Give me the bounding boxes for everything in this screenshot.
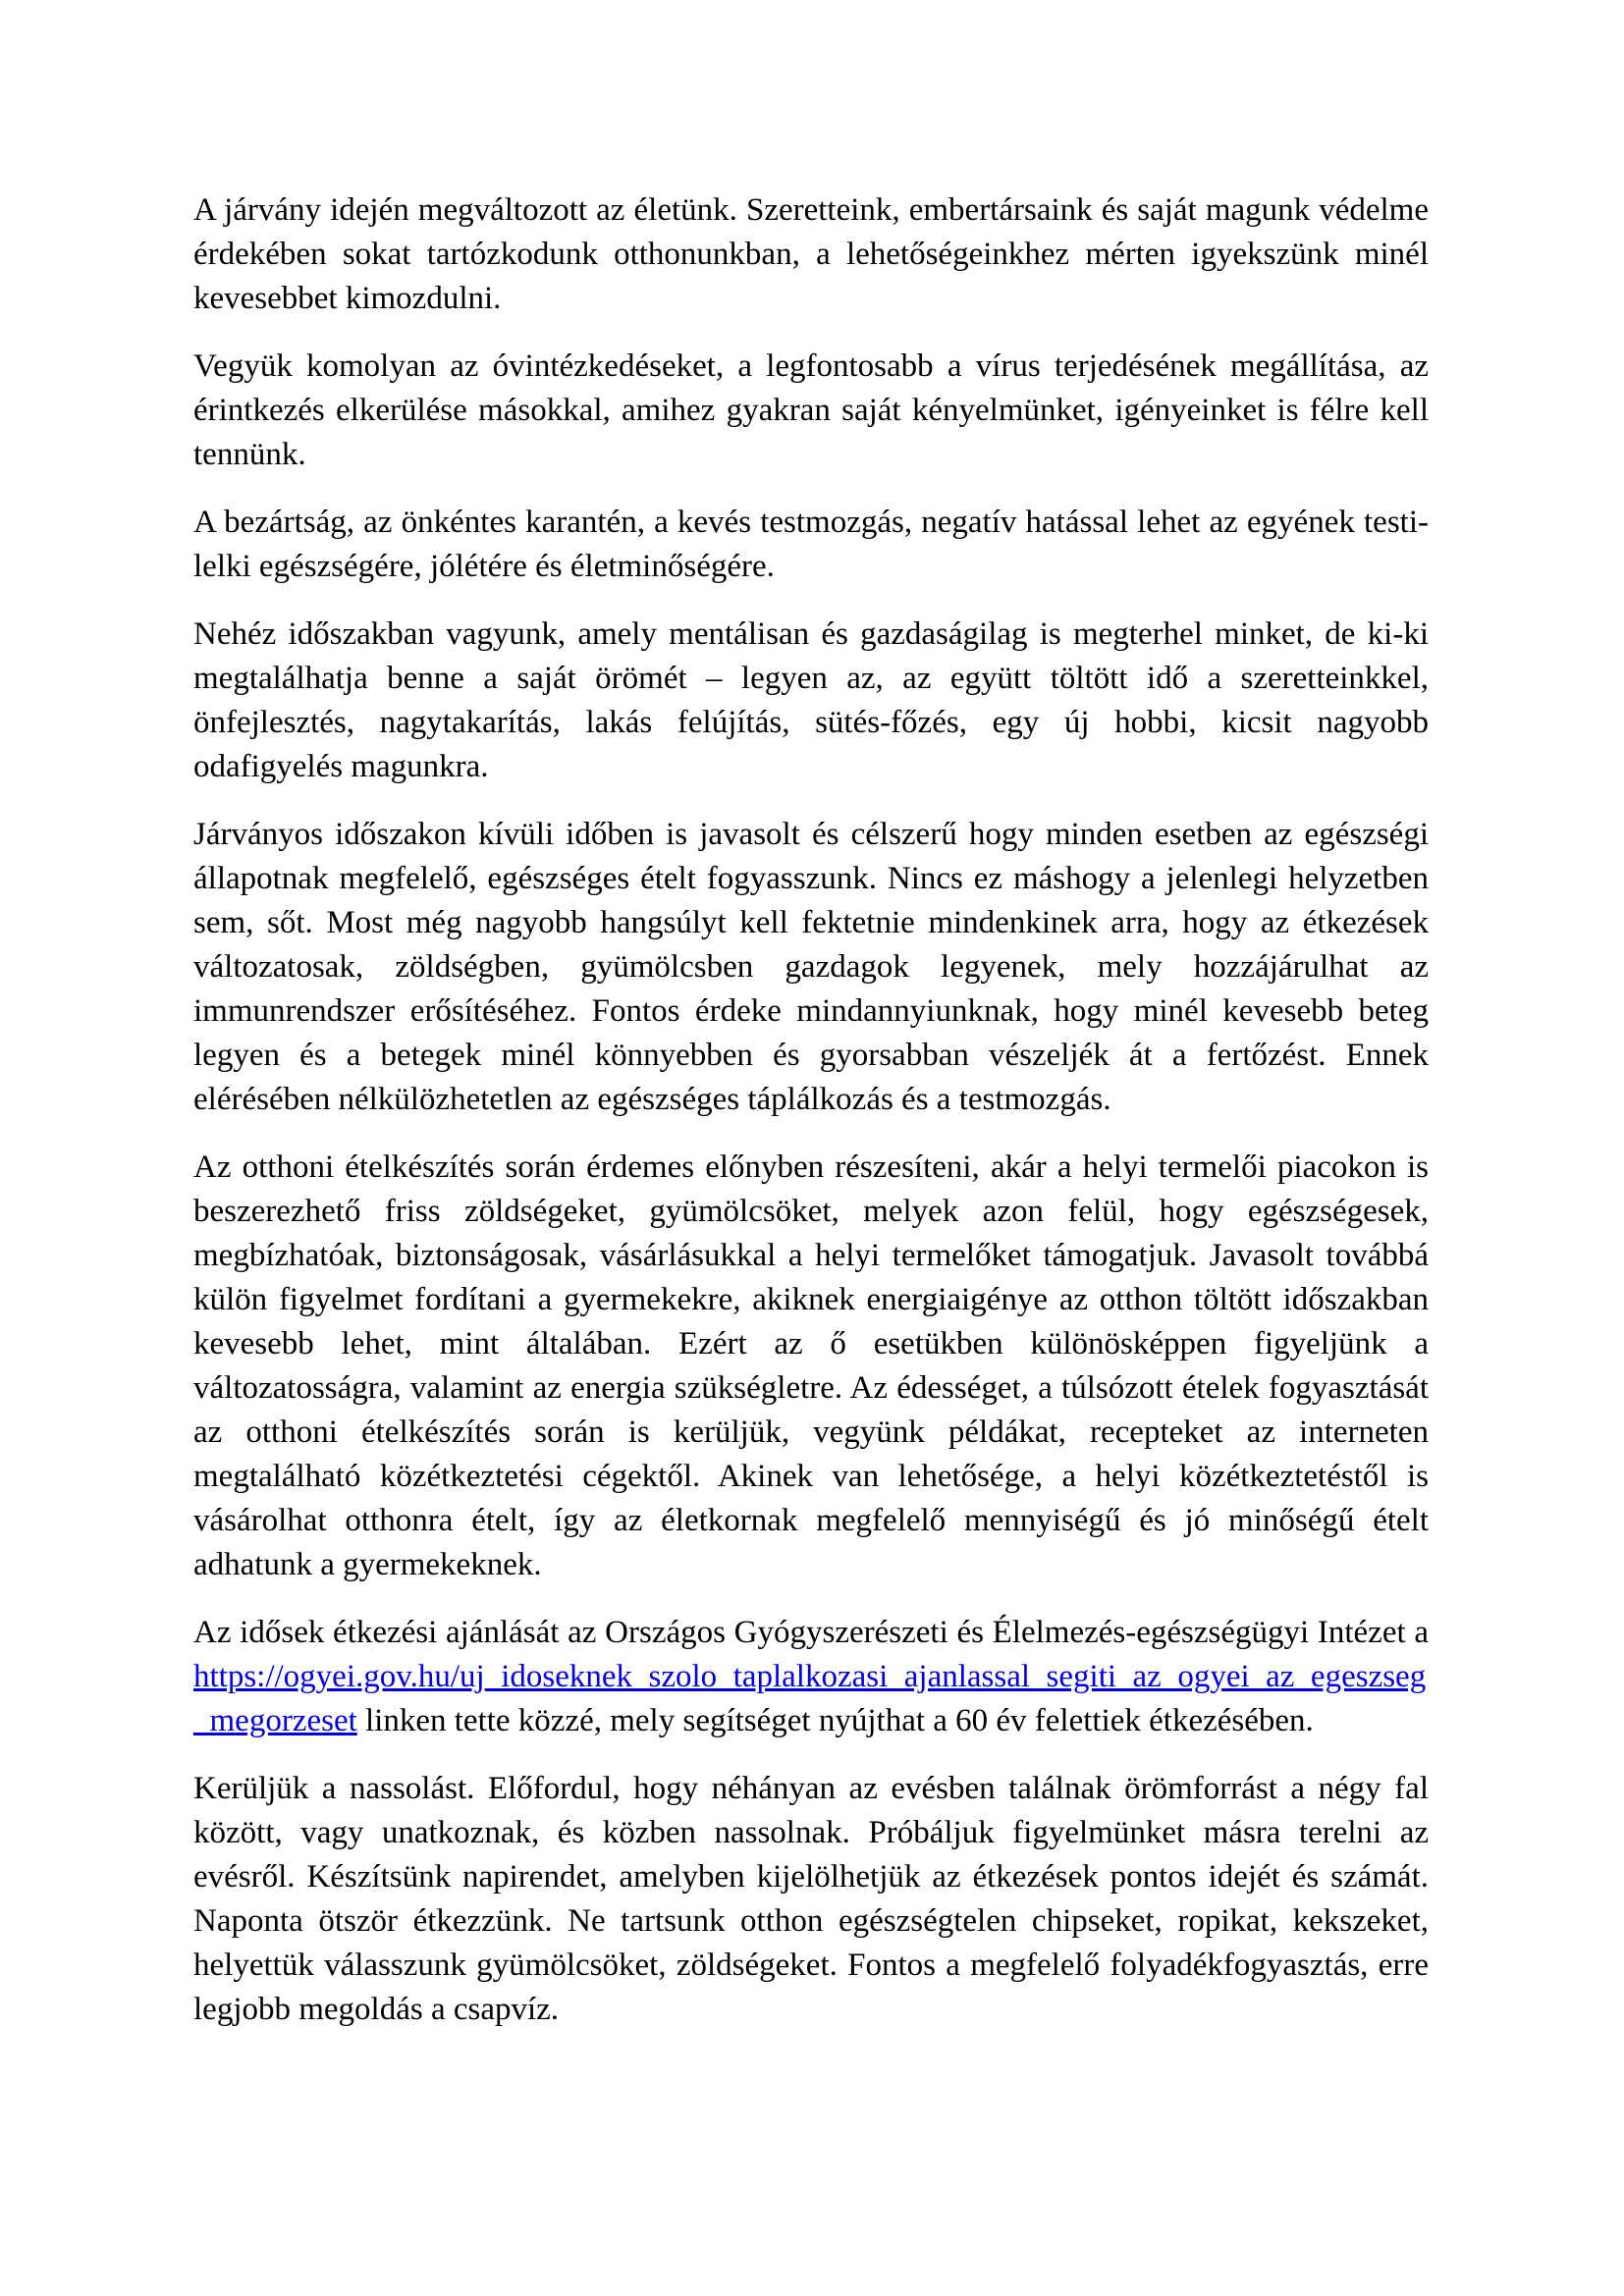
paragraph-home-cooking: Az otthoni ételkészítés során érdemes előnyben részesíteni, akár a helyi termelői piacokon is beszerezhető friss zöldségeket, gyümölcsöket, melyek azon felül, hogy egészségesek, megbízhatóak, biztonságosak, vásárlásukkal a helyi termelőket támogatjuk. Javasolt továbbá külön figyelmet fordítani a gyermekekre, akiknek energiaigénye az otthon töltött időszakban kevesebb lehet, mint általában. Ezért az ő esetükben különösképpen figyeljünk a változatosságra, valamint az energia szükségletre. Az édességet, a túlsózott ételek fogyasztását az otthoni ételkészítés során is kerüljük, vegyünk példákat, recepteket az interneten megtalálható közétkeztetési cégektől. Akinek van lehetősége, a helyi közétkeztetéstől is vásárolhat otthonra ételt, így az életkornak megfelelő mennyiségű és jó minőségű ételt adhatunk a gyermekeknek. <box>193 1149 1429 1582</box>
ogyei-link[interactable]: https://ogyei.gov.hu/uj_idoseknek_szolo_taplalkozasi_ajanlassal_segiti_az_ogyei_az_egeszseg_megorzeset <box>193 1659 1427 1738</box>
paragraph-elderly-recommendation <box>193 1611 1429 1743</box>
paragraph-healthy-eating: Járványos időszakon kívüli időben is javasolt és célszerű hogy minden esetben az egészségi állapotnak megfelelő, egészséges ételt fogyasszunk. Nincs ez máshogy a jelenlegi helyzetben sem, sőt. Most még nagyobb hangsúlyt kell fektetnie mindenkinek arra, hogy az étkezések változatosak, zöldségben, gyümölcsben gazdagok legyenek, mely hozzájárulhat az immunrendszer erősítéséhez. Fontos érdeke mindannyiunknak, hogy minél kevesebb beteg legyen és a betegek minél könnyebben és gyorsabban vészeljék át a fertőzést. Ennek elérésében nélkülözhetetlen az egészséges táplálkozás és a testmozgás. <box>193 817 1429 1117</box>
paragraph-quarantine-effects: A bezártság, az önkéntes karantén, a kevés testmozgás, negatív hatással lehet az egyének testi-lelki egészségére, jólétére és életminőségére. <box>193 505 1429 584</box>
paragraph-elderly-text-after-link: linken tette közzé, mely segítséget nyújthat a 60 év felettiek étkezésében. <box>356 1703 1314 1738</box>
paragraph-finding-joy: Nehéz időszakban vagyunk, amely mentálisan és gazdaságilag is megterhel minket, de ki-ki megtalálhatja benne a saját örömét – legyen az, az együtt töltött idő a szeretteinkkel, önfejlesztés, nagytakarítás, lakás felújítás, sütés-főzés, egy új hobbi, kicsit nagyobb odafigyelés magunkra. <box>193 616 1429 784</box>
document-body <box>193 188 1429 2032</box>
paragraph-avoid-snacking: Kerüljük a nassolást. Előfordul, hogy néhányan az evésben találnak örömforrást a négy fal között, vagy unatkoznak, és közben nassolnak. Próbáljuk figyelmünket másra terelni az evésről. Készítsünk napirendet, amelyben kijelölhetjük az étkezések pontos idejét és számát. Naponta ötször étkezzünk. Ne tartsunk otthon egészségtelen chipseket, ropikat, kekszeket, helyettük válasszunk gyümölcsöket, zöldségeket. Fontos a megfelelő folyadékfogyasztás, erre legjobb megoldás a csapvíz. <box>193 1771 1429 2027</box>
paragraph-pandemic-life-change: A járvány idején megváltozott az életünk. Szeretteink, embertársaink és saját magunk védelme érdekében sokat tartózkodunk otthonunkban, a lehetőségeinkhez mérten igyekszünk minél kevesebbet kimozdulni. <box>193 192 1429 316</box>
paragraph-elderly-text-before-link: Az idősek étkezési ajánlását az Országos Gyógyszerészeti és Élelmezés-egészségügyi Intézet a <box>193 1615 1429 1650</box>
paragraph-precautions: Vegyük komolyan az óvintézkedéseket, a legfontosabb a vírus terjedésének megállítása, az érintkezés elkerülése másokkal, amihez gyakran saját kényelmünket, igényeinket is félre kell tennünk. <box>193 348 1429 472</box>
